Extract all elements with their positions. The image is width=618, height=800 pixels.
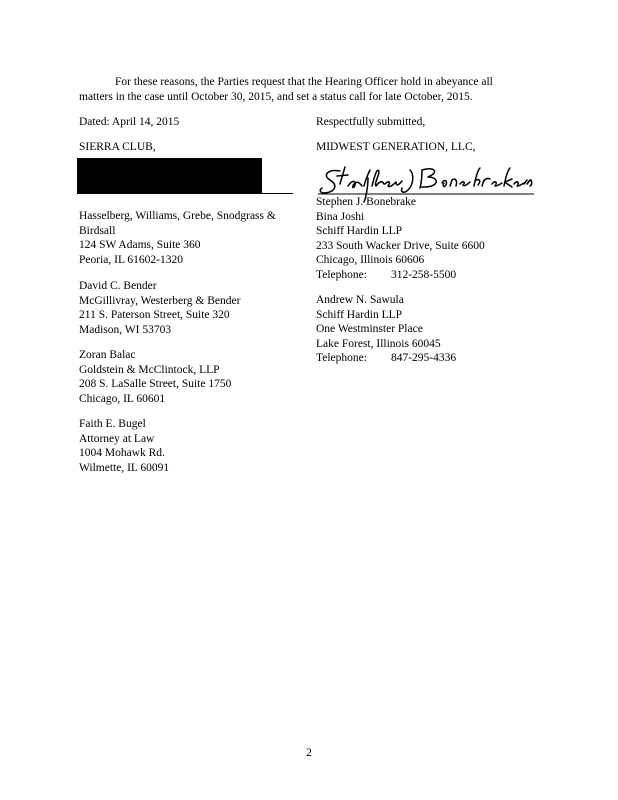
telephone-label: Telephone:: [316, 352, 367, 364]
counsel-line: McGillivray, Westerberg & Bender: [79, 294, 241, 307]
telephone-line: [316, 351, 456, 366]
redacted-signature: [77, 158, 262, 194]
left-counsel-block: [79, 417, 169, 475]
counsel-line: One Westminster Place: [316, 323, 423, 335]
body-paragraph: [79, 75, 529, 105]
counsel-line: Lake Forest, Illinois 60045: [316, 337, 441, 350]
counsel-line: Faith E. Bugel: [79, 418, 146, 430]
counsel-line: David C. Bender: [79, 280, 157, 292]
telephone-line: [316, 268, 485, 283]
body-paragraph-line: matters in the case until October 30, 2015, and set a status call for late October, 2015.: [79, 91, 473, 103]
signature-line-left: [262, 193, 293, 194]
counsel-line: Bina Joshi: [316, 210, 365, 223]
left-counsel-block: [79, 209, 276, 267]
telephone-number: 847-295-4336: [390, 352, 457, 364]
telephone-number: 312-258-5500: [390, 268, 457, 281]
right-counsel-block: [316, 195, 485, 282]
counsel-line: Zoran Balac: [79, 349, 136, 361]
left-counsel-block: [79, 279, 240, 337]
closing-line: Respectfully submitted,: [316, 116, 426, 128]
right-party-name: MIDWEST GENERATION, LLC,: [316, 141, 476, 153]
counsel-line: Attorney at Law: [79, 432, 155, 445]
counsel-line: Goldstein & McClintock, LLP: [79, 363, 220, 376]
counsel-line: Chicago, IL 60601: [79, 392, 166, 405]
counsel-line: Hasselberg, Williams, Grebe, Snodgrass &: [79, 210, 276, 222]
counsel-line: Schiff Hardin LLP: [316, 308, 403, 321]
left-counsel-block: [79, 348, 231, 406]
dated-line: Dated: April 14, 2015: [79, 116, 180, 128]
counsel-line: Birdsall: [79, 224, 116, 237]
counsel-line: Andrew N. Sawula: [316, 294, 404, 306]
counsel-line: 211 S. Paterson Street, Suite 320: [79, 309, 230, 321]
body-paragraph-line: For these reasons, the Parties request that the Hearing Officer hold in abeyance all: [115, 76, 493, 88]
counsel-line: Peoria, IL 61602-1320: [79, 253, 184, 266]
left-party-name: SIERRA CLUB,: [79, 141, 156, 153]
right-counsel-block: [316, 293, 456, 366]
counsel-line: Madison, WI 53703: [79, 323, 172, 336]
counsel-line: Wilmette, IL 60091: [79, 461, 170, 474]
page-number: 2: [306, 747, 312, 759]
counsel-line: 208 S. LaSalle Street, Suite 1750: [79, 378, 232, 390]
counsel-line: 124 SW Adams, Suite 360: [79, 239, 201, 251]
telephone-label: Telephone:: [316, 268, 367, 281]
counsel-line: Schiff Hardin LLP: [316, 225, 403, 237]
counsel-line: 233 South Wacker Drive, Suite 6600: [316, 239, 485, 252]
counsel-line: Stephen J. Bonebrake: [316, 196, 416, 208]
counsel-line: 1004 Mohawk Rd.: [79, 447, 165, 459]
counsel-line: Chicago, Illinois 60606: [316, 254, 425, 266]
